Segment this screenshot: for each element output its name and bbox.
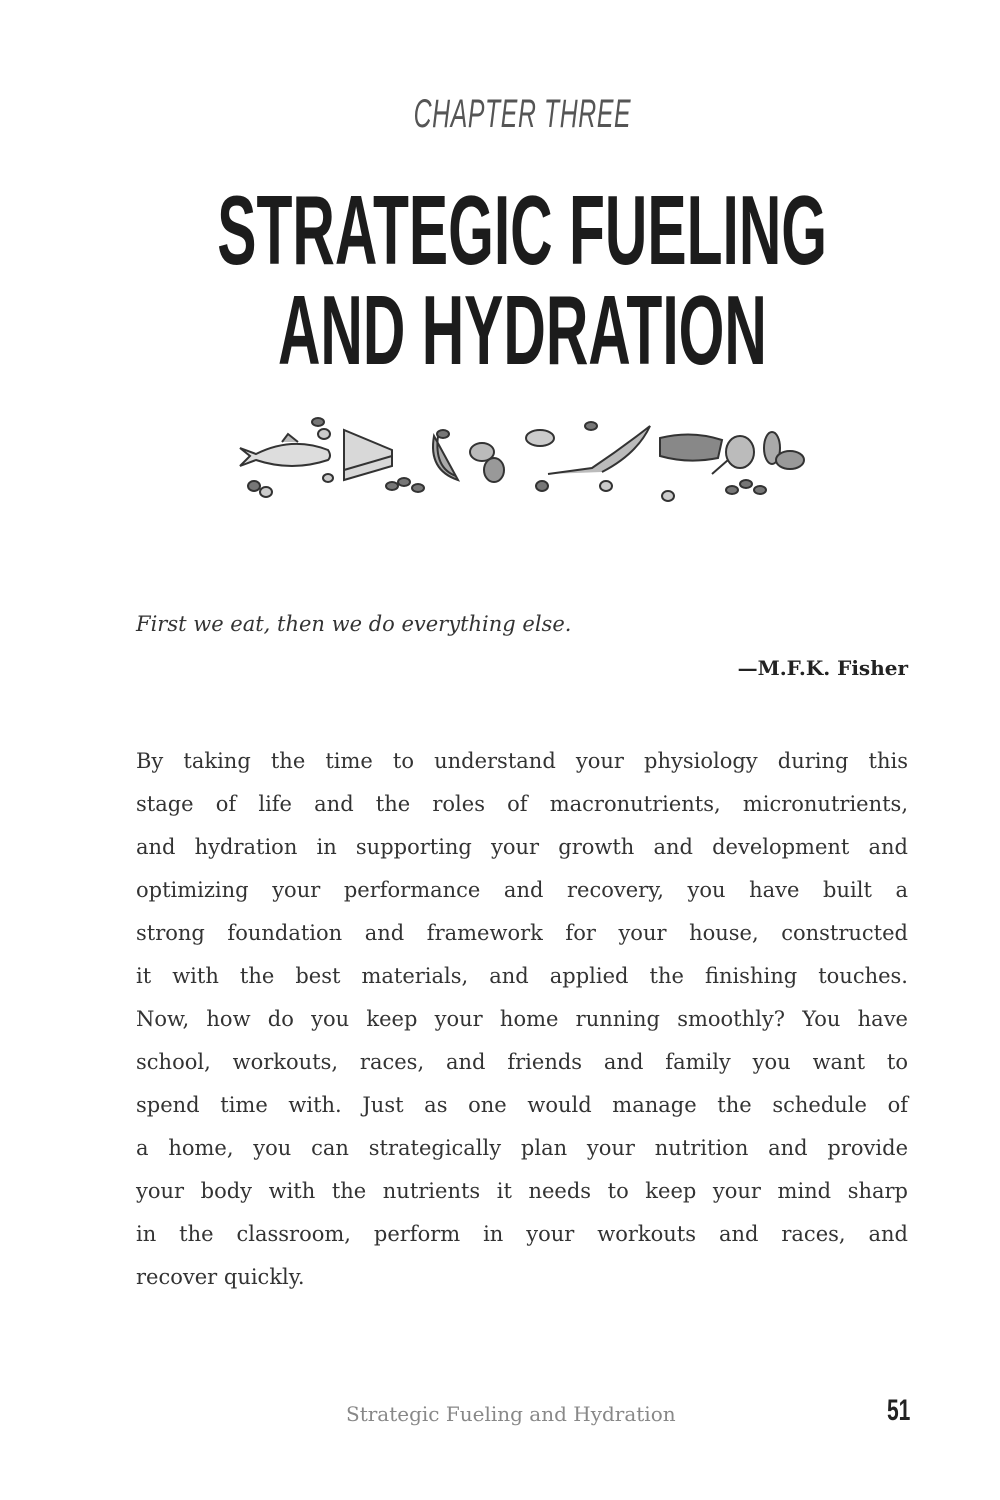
body-line: Now, how do you keep your home running smoothly? You have xyxy=(136,1007,908,1031)
body-line: in the classroom, perform in your workouts and races, and xyxy=(136,1222,908,1246)
body-line: strong foundation and framework for your house, constructed xyxy=(136,921,908,945)
herb-sprig-icon xyxy=(548,426,650,474)
body-line: By taking the time to understand your physiology during this xyxy=(136,749,908,773)
chapter-title-line-2 xyxy=(0,275,1000,385)
body-line: school, workouts, races, and friends and family you want to xyxy=(136,1050,908,1074)
body-line: and hydration in supporting your growth and development and xyxy=(136,835,908,859)
body-line: it with the best materials, and applied the finishing touches. xyxy=(136,964,908,988)
bean-icon xyxy=(470,430,554,482)
food-illustration xyxy=(232,408,812,508)
body-line: optimizing your performance and recovery, you have built a xyxy=(136,878,908,902)
body-line: your body with the nutrients it needs to keep your mind sharp xyxy=(136,1179,908,1203)
title-text: AND HYDRATION xyxy=(278,275,767,385)
page-number-text: 51 xyxy=(887,1394,911,1427)
epigraph-attribution: —M.F.K. Fisher xyxy=(737,656,908,680)
chapter-label-text: CHAPTER THREE xyxy=(413,92,632,136)
fish-icon xyxy=(240,434,330,466)
citrus-wedge-icon xyxy=(433,436,458,480)
body-paragraph xyxy=(136,740,908,1299)
running-footer-title: Strategic Fueling and Hydration xyxy=(346,1402,676,1426)
chapter-label xyxy=(0,92,1000,137)
chapter-title-line-1 xyxy=(0,175,1000,285)
body-line: spend time with. Just as one would manage the schedule of xyxy=(136,1093,908,1117)
body-line: a home, you can strategically plan your nutrition and provide xyxy=(136,1136,908,1160)
steak-icon xyxy=(660,434,722,460)
page-number xyxy=(882,1394,915,1428)
cheese-icon xyxy=(344,430,392,480)
title-text: STRATEGIC FUELING xyxy=(217,175,828,285)
body-line: recover quickly. xyxy=(136,1265,305,1289)
body-line: stage of life and the roles of macronutrients, micronutrients, xyxy=(136,792,908,816)
epigraph-quote: First we eat, then we do everything else. xyxy=(136,612,572,636)
almond-icon xyxy=(764,432,804,469)
